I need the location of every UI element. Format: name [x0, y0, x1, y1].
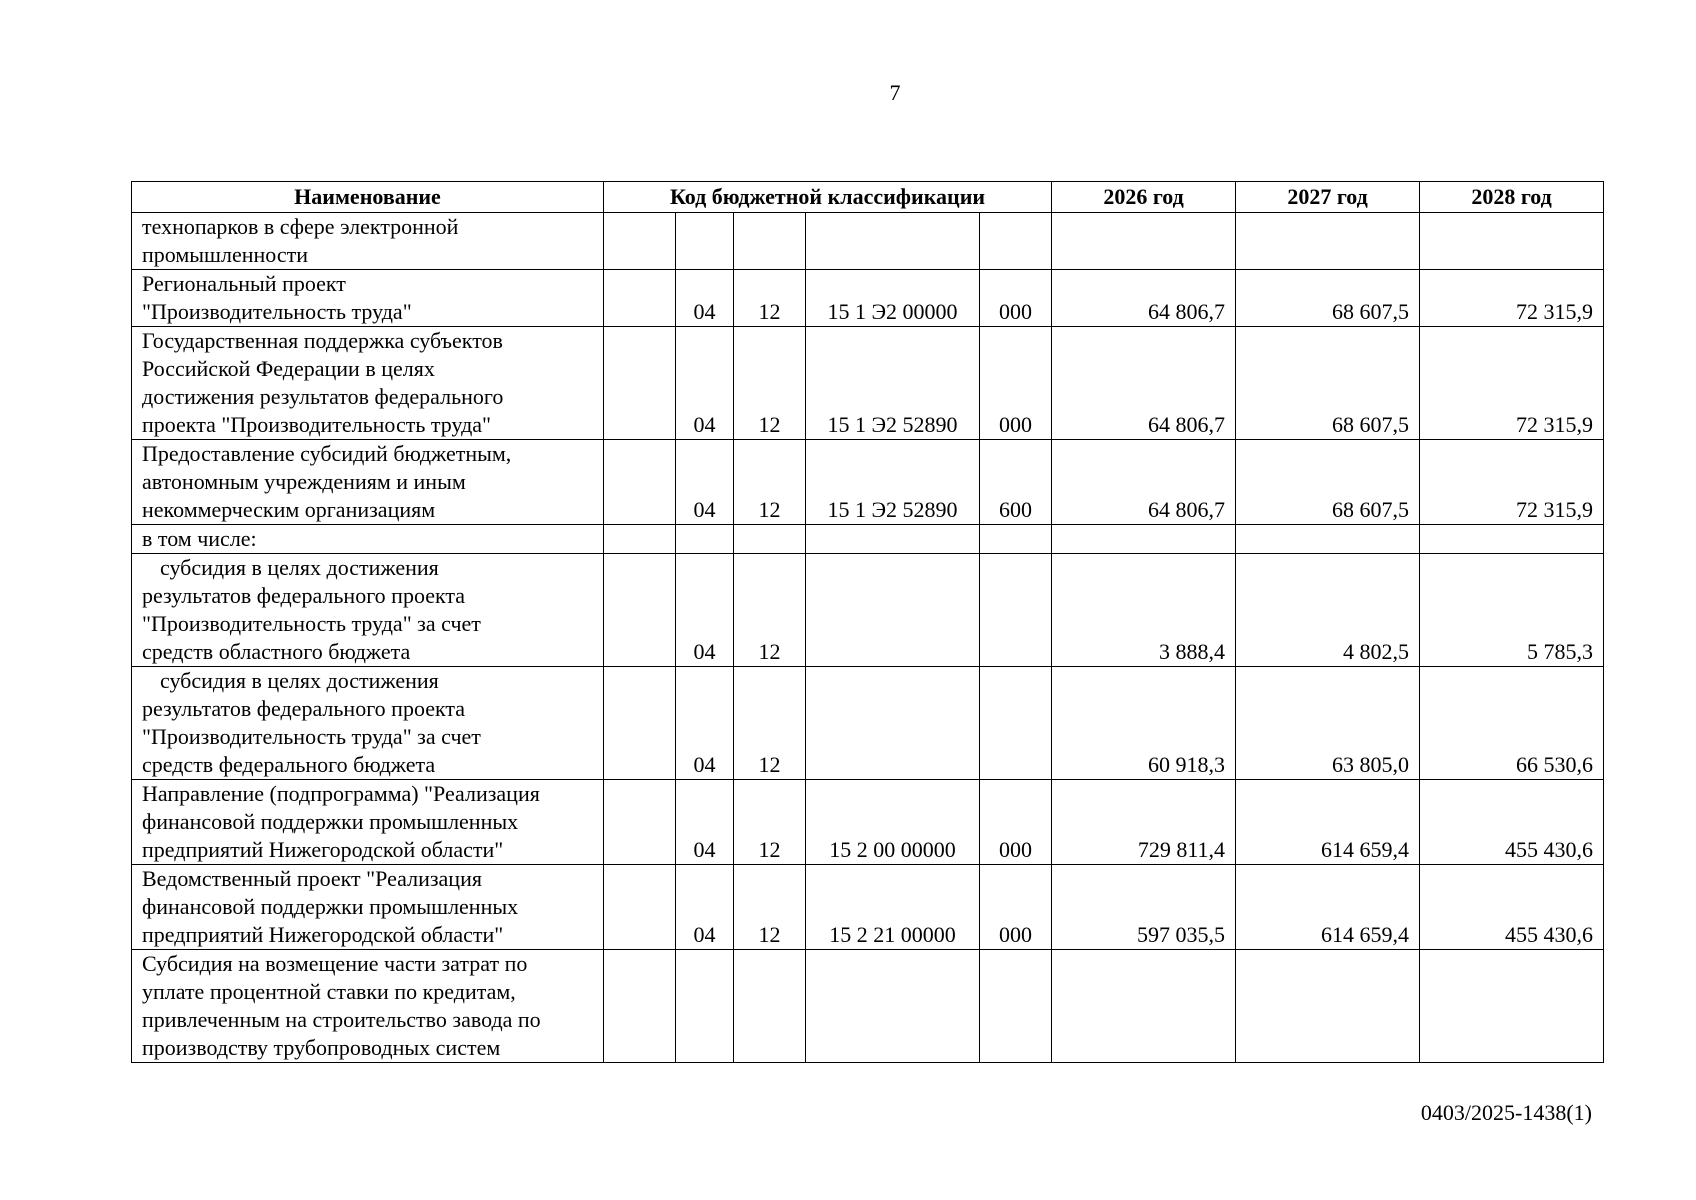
- value-2027-cell: 63 805,0: [1236, 667, 1420, 780]
- row-name: [132, 440, 604, 525]
- row-name-line: Направление (подпрограмма) "Реализация: [142, 781, 540, 806]
- code-section-cell: 04: [676, 667, 734, 780]
- row-name: [132, 327, 604, 440]
- row-name-line: привлеченным на строительство завода по: [142, 1007, 541, 1032]
- row-name-line: средств федерального бюджета: [142, 752, 436, 777]
- row-name-line: Региональный проект: [142, 271, 346, 296]
- value-2028-cell: 72 315,9: [1420, 327, 1604, 440]
- row-name: [132, 950, 604, 1063]
- row-name-line: предприятий Нижегородской области": [142, 837, 504, 862]
- value-2026-cell: [1052, 213, 1236, 270]
- value-2028-cell: 66 530,6: [1420, 667, 1604, 780]
- row-name-line: в том числе:: [142, 526, 257, 551]
- code-expense-type-cell: 000: [980, 780, 1052, 865]
- code-subsection-cell: 12: [734, 270, 806, 327]
- value-2028-cell: 72 315,9: [1420, 440, 1604, 525]
- value-2027-cell: [1236, 525, 1420, 554]
- row-name-line: субсидия в целях достижения: [160, 555, 439, 580]
- row-name-line: технопарков в сфере электронной: [142, 214, 459, 239]
- row-name-line: финансовой поддержки промышленных: [142, 809, 519, 834]
- code-section-cell: 04: [676, 270, 734, 327]
- code-subsection-cell: 12: [734, 327, 806, 440]
- code-spacer-cell: [604, 213, 676, 270]
- code-target-cell: [806, 525, 980, 554]
- value-2027-cell: 614 659,4: [1236, 865, 1420, 950]
- value-2027-cell: 68 607,5: [1236, 270, 1420, 327]
- budget-table: [131, 181, 1604, 1063]
- value-2026-cell: 729 811,4: [1052, 780, 1236, 865]
- code-expense-type-cell: 000: [980, 270, 1052, 327]
- value-2027-cell: [1236, 213, 1420, 270]
- value-2026-cell: 64 806,7: [1052, 327, 1236, 440]
- code-section-cell: 04: [676, 327, 734, 440]
- code-subsection-cell: 12: [734, 440, 806, 525]
- table-row: [132, 554, 1604, 667]
- value-2028-cell: 455 430,6: [1420, 780, 1604, 865]
- value-2026-cell: 597 035,5: [1052, 865, 1236, 950]
- code-target-cell: 15 1 Э2 00000: [806, 270, 980, 327]
- row-name-line: результатов федерального проекта: [142, 696, 466, 721]
- code-spacer-cell: [604, 270, 676, 327]
- code-spacer-cell: [604, 525, 676, 554]
- code-section-cell: 04: [676, 440, 734, 525]
- row-name: [132, 780, 604, 865]
- row-name-line: достижения результатов федерального: [142, 384, 504, 409]
- code-target-cell: 15 2 00 00000: [806, 780, 980, 865]
- value-2026-cell: [1052, 950, 1236, 1063]
- value-2026-cell: 3 888,4: [1052, 554, 1236, 667]
- code-subsection-cell: [734, 950, 806, 1063]
- value-2027-cell: [1236, 950, 1420, 1063]
- code-target-cell: 15 1 Э2 52890: [806, 327, 980, 440]
- code-expense-type-cell: 600: [980, 440, 1052, 525]
- table-row: [132, 950, 1604, 1063]
- code-expense-type-cell: [980, 950, 1052, 1063]
- code-section-cell: 04: [676, 554, 734, 667]
- code-section-cell: 04: [676, 865, 734, 950]
- row-name-line: "Производительность труда" за счет: [142, 611, 481, 636]
- row-name-line: Ведомственный проект "Реализация: [142, 866, 482, 891]
- row-name-line: некоммерческим организациям: [142, 497, 436, 522]
- code-spacer-cell: [604, 667, 676, 780]
- row-name: [132, 525, 604, 554]
- row-name-line: проекта "Производительность труда": [142, 412, 492, 437]
- code-expense-type-cell: 000: [980, 865, 1052, 950]
- value-2028-cell: 455 430,6: [1420, 865, 1604, 950]
- code-subsection-cell: [734, 213, 806, 270]
- table-row: [132, 213, 1604, 270]
- code-target-cell: 15 2 21 00000: [806, 865, 980, 950]
- page-number: 7: [889, 80, 901, 105]
- row-name-line: результатов федерального проекта: [142, 583, 466, 608]
- code-target-cell: 15 1 Э2 52890: [806, 440, 980, 525]
- code-expense-type-cell: 000: [980, 327, 1052, 440]
- row-name-line: автономным учреждениям и иным: [142, 469, 466, 494]
- value-2028-cell: [1420, 950, 1604, 1063]
- code-section-cell: [676, 950, 734, 1063]
- table-row: [132, 270, 1604, 327]
- row-name-line: "Производительность труда" за счет: [142, 724, 481, 749]
- document-code: 0403/2025-1438(1): [1420, 1100, 1592, 1125]
- row-name-line: предприятий Нижегородской области": [142, 922, 504, 947]
- row-name-line: производству трубопроводных систем: [142, 1035, 501, 1060]
- value-2028-cell: 72 315,9: [1420, 270, 1604, 327]
- row-name: [132, 667, 604, 780]
- table-row: [132, 440, 1604, 525]
- value-2028-cell: [1420, 525, 1604, 554]
- header-2027: 2027 год: [1236, 182, 1420, 213]
- row-name: [132, 865, 604, 950]
- row-name-line: "Производительность труда": [142, 299, 412, 324]
- row-name: [132, 554, 604, 667]
- row-name-line: уплате процентной ставки по кредитам,: [142, 979, 516, 1004]
- row-name: [132, 213, 604, 270]
- row-name: [132, 270, 604, 327]
- table-row: [132, 327, 1604, 440]
- code-spacer-cell: [604, 327, 676, 440]
- code-spacer-cell: [604, 865, 676, 950]
- code-target-cell: [806, 554, 980, 667]
- code-spacer-cell: [604, 780, 676, 865]
- table-header-row: [132, 182, 1604, 213]
- header-code: Код бюджетной классификации: [604, 182, 1052, 213]
- header-name: Наименование: [132, 182, 604, 213]
- value-2026-cell: 60 918,3: [1052, 667, 1236, 780]
- value-2028-cell: [1420, 213, 1604, 270]
- row-name-line: Государственная поддержка субъектов: [142, 328, 503, 353]
- value-2026-cell: 64 806,7: [1052, 440, 1236, 525]
- value-2026-cell: 64 806,7: [1052, 270, 1236, 327]
- value-2028-cell: 5 785,3: [1420, 554, 1604, 667]
- code-subsection-cell: [734, 525, 806, 554]
- table-row: [132, 865, 1604, 950]
- code-target-cell: [806, 950, 980, 1063]
- code-subsection-cell: 12: [734, 780, 806, 865]
- code-expense-type-cell: [980, 554, 1052, 667]
- code-section-cell: [676, 213, 734, 270]
- row-name-line: средств областного бюджета: [142, 639, 411, 664]
- row-name-line: субсидия в целях достижения: [160, 668, 439, 693]
- table-row: [132, 525, 1604, 554]
- header-2028: 2028 год: [1420, 182, 1604, 213]
- header-2026: 2026 год: [1052, 182, 1236, 213]
- code-subsection-cell: 12: [734, 865, 806, 950]
- code-subsection-cell: 12: [734, 667, 806, 780]
- code-expense-type-cell: [980, 525, 1052, 554]
- code-spacer-cell: [604, 440, 676, 525]
- table-body: [132, 213, 1604, 1063]
- code-spacer-cell: [604, 950, 676, 1063]
- row-name-line: финансовой поддержки промышленных: [142, 894, 519, 919]
- row-name-line: Субсидия на возмещение части затрат по: [142, 951, 528, 976]
- table-row: [132, 780, 1604, 865]
- row-name-line: промышленности: [142, 242, 308, 267]
- table-row: [132, 667, 1604, 780]
- value-2027-cell: 68 607,5: [1236, 327, 1420, 440]
- value-2027-cell: 4 802,5: [1236, 554, 1420, 667]
- code-expense-type-cell: [980, 667, 1052, 780]
- code-subsection-cell: 12: [734, 554, 806, 667]
- code-section-cell: [676, 525, 734, 554]
- code-spacer-cell: [604, 554, 676, 667]
- value-2027-cell: 68 607,5: [1236, 440, 1420, 525]
- row-name-line: Российской Федерации в целях: [142, 356, 435, 381]
- value-2027-cell: 614 659,4: [1236, 780, 1420, 865]
- row-name-line: Предоставление субсидий бюджетным,: [142, 441, 512, 466]
- code-section-cell: 04: [676, 780, 734, 865]
- code-expense-type-cell: [980, 213, 1052, 270]
- value-2026-cell: [1052, 525, 1236, 554]
- code-target-cell: [806, 213, 980, 270]
- code-target-cell: [806, 667, 980, 780]
